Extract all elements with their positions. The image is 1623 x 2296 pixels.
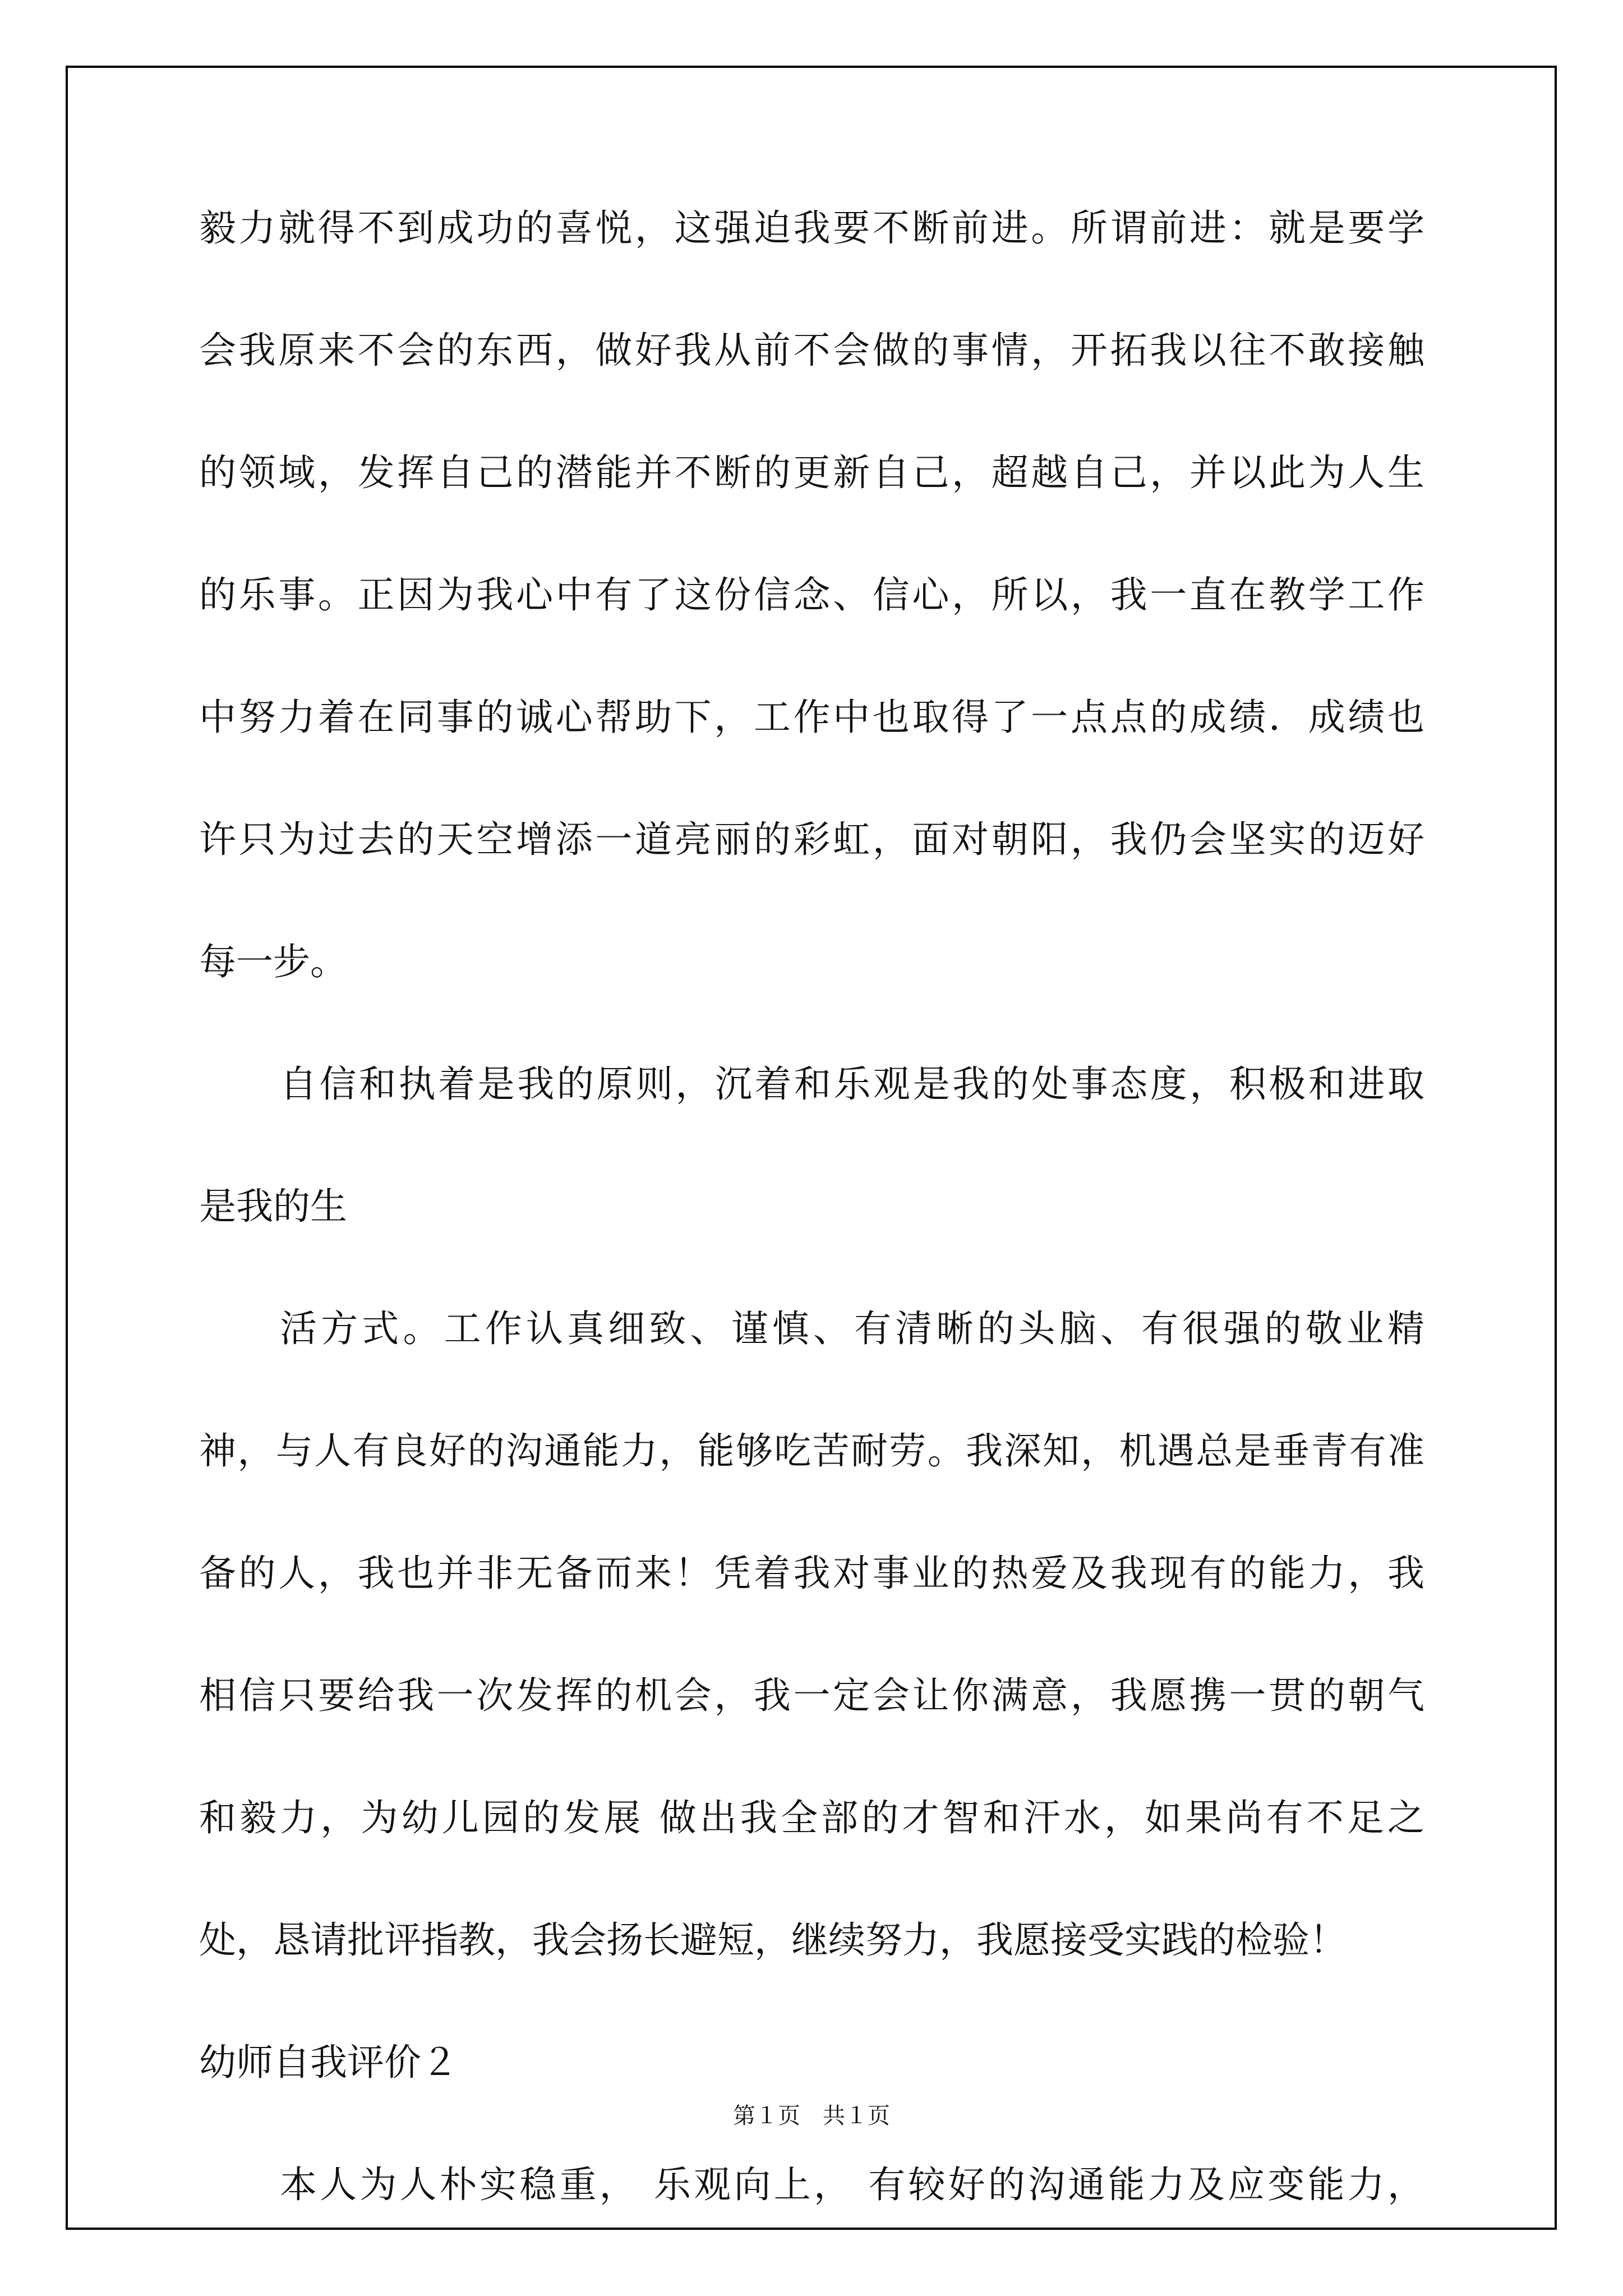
paragraph-line: 的乐事。正因为我心中有了这份信念、信心，所以，我一直在教学工作 xyxy=(199,573,1424,616)
page-border xyxy=(66,66,1557,2230)
paragraph-line: 每一步。 xyxy=(199,940,347,983)
page-footer: 第１页 共１页 xyxy=(733,2103,890,2129)
paragraph-line: 和毅力，为幼儿园的发展 做出我全部的才智和汗水，如果尚有不足之 xyxy=(199,1796,1424,1839)
paragraph-line: 本人为人朴实稳重， 乐观向上， 有较好的沟通能力及应变能力， xyxy=(280,2163,1424,2206)
paragraph-line: 相信只要给我一次发挥的机会，我一定会让你满意，我愿携一贯的朝气 xyxy=(199,1674,1424,1717)
paragraph-line: 的领域，发挥自己的潜能并不断的更新自己，超越自己，并以此为人生 xyxy=(199,451,1424,494)
section-heading: 幼师自我评价２ xyxy=(199,2041,458,2084)
paragraph-line: 中努力着在同事的诚心帮助下，工作中也取得了一点点的成绩．成绩也 xyxy=(199,696,1424,739)
paragraph-line: 许只为过去的天空增添一道亮丽的彩虹，面对朝阳，我仍会坚实的迈好 xyxy=(199,818,1424,861)
paragraph-line: 毅力就得不到成功的喜悦，这强迫我要不断前进。所谓前进：就是要学 xyxy=(199,206,1424,250)
paragraph-line: 备的人，我也并非无备而来！凭着我对事业的热爱及我现有的能力，我 xyxy=(199,1552,1424,1595)
paragraph-line: 是我的生 xyxy=(199,1185,347,1228)
paragraph-line: 神，与人有良好的沟通能力，能够吃苦耐劳。我深知，机遇总是垂青有准 xyxy=(199,1429,1424,1473)
paragraph-line: 会我原来不会的东西，做好我从前不会做的事情，开拓我以往不敢接触 xyxy=(199,329,1424,372)
paragraph-line: 活方式。工作认真细致、谨慎、有清晰的头脑、有很强的敬业精 xyxy=(280,1307,1424,1350)
paragraph-line: 自信和执着是我的原则，沉着和乐观是我的处事态度，积极和进取 xyxy=(280,1062,1424,1106)
paragraph-line: 处，恳请批评指教，我会扬长避短，继续努力，我愿接受实践的检验！ xyxy=(199,1918,1347,1962)
